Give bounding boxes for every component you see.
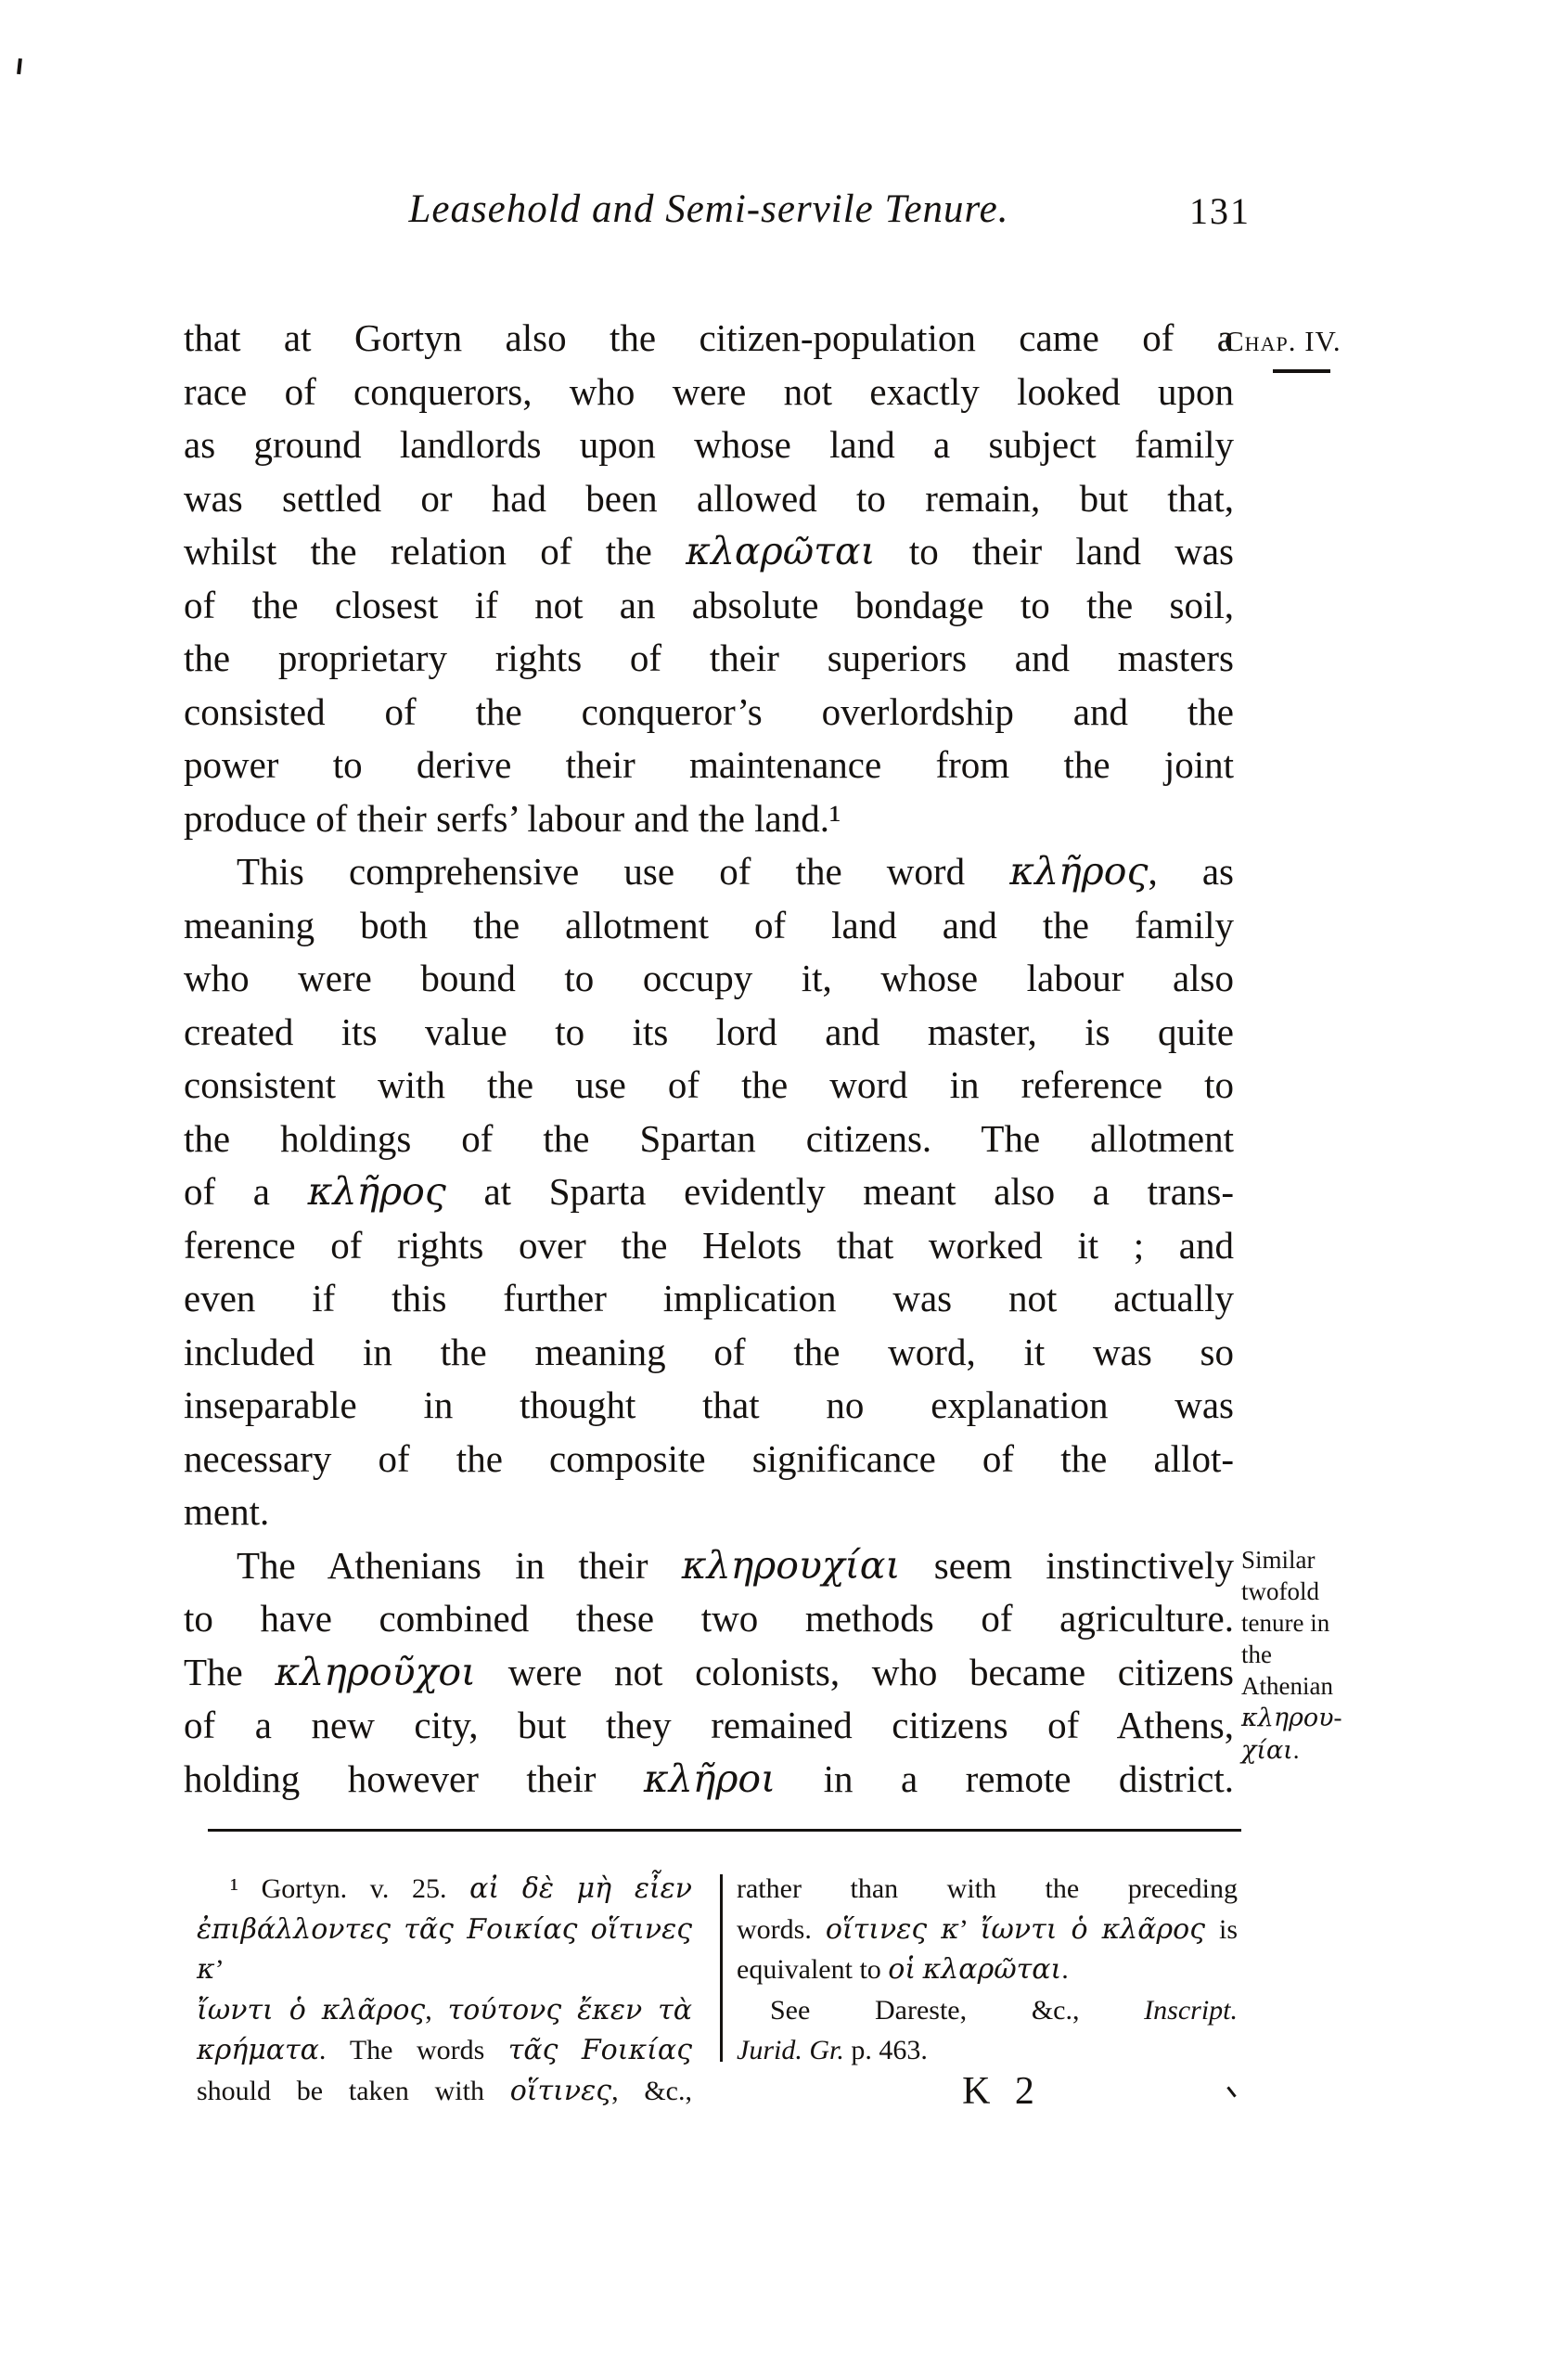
text-line: The Athenians in their κληρουχίαι seem instinctively: [237, 1542, 1234, 1588]
text-line: whilst the relation of the κλαρῶται to their land was: [184, 529, 1234, 573]
text-line: The κληροῦχοι were not colonists, who became citizens: [184, 1649, 1234, 1694]
page-number: 131: [1189, 190, 1251, 232]
text-line: to have combined these two methods of agriculture.: [184, 1597, 1234, 1640]
text-line: who were bound to occupy it, whose labour also: [184, 957, 1234, 999]
text-line: Athenian: [1241, 1672, 1333, 1700]
text-line: of a new city, but they remained citizens of Athens,: [184, 1704, 1234, 1746]
text-line: See Dareste, &c., Inscript.: [770, 1994, 1238, 2026]
text-line: was settled or had been allowed to remain, but that,: [184, 476, 1234, 520]
text-line: the proprietary rights of their superiors and masters: [184, 637, 1234, 679]
chapter-rule: [1273, 369, 1330, 373]
text-line: rather than with the preceding: [737, 1873, 1238, 1904]
footnote-rule: [208, 1829, 1241, 1832]
text-line: Jurid. Gr. p. 463.: [737, 2035, 928, 2065]
text-line: ference of rights over the Helots that worked it ; and: [184, 1223, 1234, 1267]
text-line: race of conquerors, who were not exactly looked upon: [184, 369, 1234, 413]
paragraph-3: [184, 1539, 1234, 1807]
running-header-title: Leasehold and Semi-servile Tenure.: [408, 187, 1009, 231]
text-line: κληρου-: [1241, 1704, 1342, 1732]
text-line: the holdings of the Spartan citizens. The allotment: [184, 1116, 1234, 1160]
footnote-right-column: [737, 1869, 1238, 2071]
text-line: inseparable in thought that no explanation was: [184, 1383, 1234, 1426]
text-line: holding however their κλῆροι in a remote district.: [184, 1756, 1234, 1801]
paragraph-2: [184, 845, 1234, 1539]
text-line: twofold: [1241, 1577, 1319, 1605]
text-line: the: [1241, 1640, 1272, 1668]
text-line: even if this further implication was not actually: [184, 1277, 1234, 1319]
text-line: words. οἵτινες κ’ ἴωντι ὁ κλᾶρος is: [737, 1912, 1239, 1946]
text-line: Similar: [1241, 1546, 1316, 1574]
text-line: This comprehensive use of the word κλῆρος, as: [237, 849, 1235, 894]
text-line: meaning both the allotment of land and the family: [184, 903, 1234, 946]
text-line: should be taken with οἵτινες, &c.,: [197, 2074, 692, 2107]
text-line: κρήματα. The words τᾶς Fοικίας: [197, 2034, 692, 2066]
text-line: tenure in: [1241, 1609, 1330, 1637]
text-line: created its value to its lord and master, is quite: [184, 1010, 1234, 1053]
text-line: produce of their serfs’ labour and the land.¹: [184, 796, 841, 840]
signature-mark: K 2: [962, 2070, 1042, 2113]
text-line: ἐπιβάλλοντες τᾶς Fοικίας οἵτινες κ’: [197, 1912, 692, 1986]
footnote-left-column: [197, 1869, 692, 2111]
text-line: of the closest if not an absolute bondage to the soil,: [184, 583, 1234, 626]
paragraph-1: [184, 312, 1234, 845]
footnote-column-divider: [720, 1874, 723, 2062]
text-line: consisted of the conqueror’s overlordship and the: [184, 689, 1234, 733]
text-line: as ground landlords upon whose land a subject family: [184, 423, 1234, 466]
body-text: [184, 312, 1234, 1806]
scan-artifact: [1226, 2086, 1236, 2097]
scan-artifact: [17, 58, 22, 74]
text-line: power to derive their maintenance from the joint: [184, 743, 1234, 786]
text-line: ἴωντι ὁ κλᾶρος, τούτονς ἔκεν τὰ: [197, 1993, 693, 2026]
text-line: consistent with the use of the word in reference to: [184, 1063, 1234, 1106]
chapter-marginal: [1225, 324, 1382, 373]
text-line: of a κλῆρος at Sparta evidently meant also a trans-: [184, 1169, 1234, 1214]
text-line: ment.: [184, 1490, 270, 1533]
text-line: included in the meaning of the word, it was so: [184, 1330, 1234, 1373]
text-line: ¹ Gortyn. v. 25. αἰ δὲ μὴ εἶεν: [230, 1872, 693, 1905]
text-line: necessary of the composite significance of the allot-: [184, 1436, 1234, 1480]
text-line: equivalent to οἱ κλαρῶται.: [737, 1953, 1069, 1986]
chapter-label: Chap. IV.: [1225, 325, 1341, 357]
text-line: that at Gortyn also the citizen-population came of a: [184, 316, 1234, 359]
text-line: χίαι.: [1241, 1736, 1300, 1765]
side-marginal-note: [1241, 1544, 1386, 1767]
